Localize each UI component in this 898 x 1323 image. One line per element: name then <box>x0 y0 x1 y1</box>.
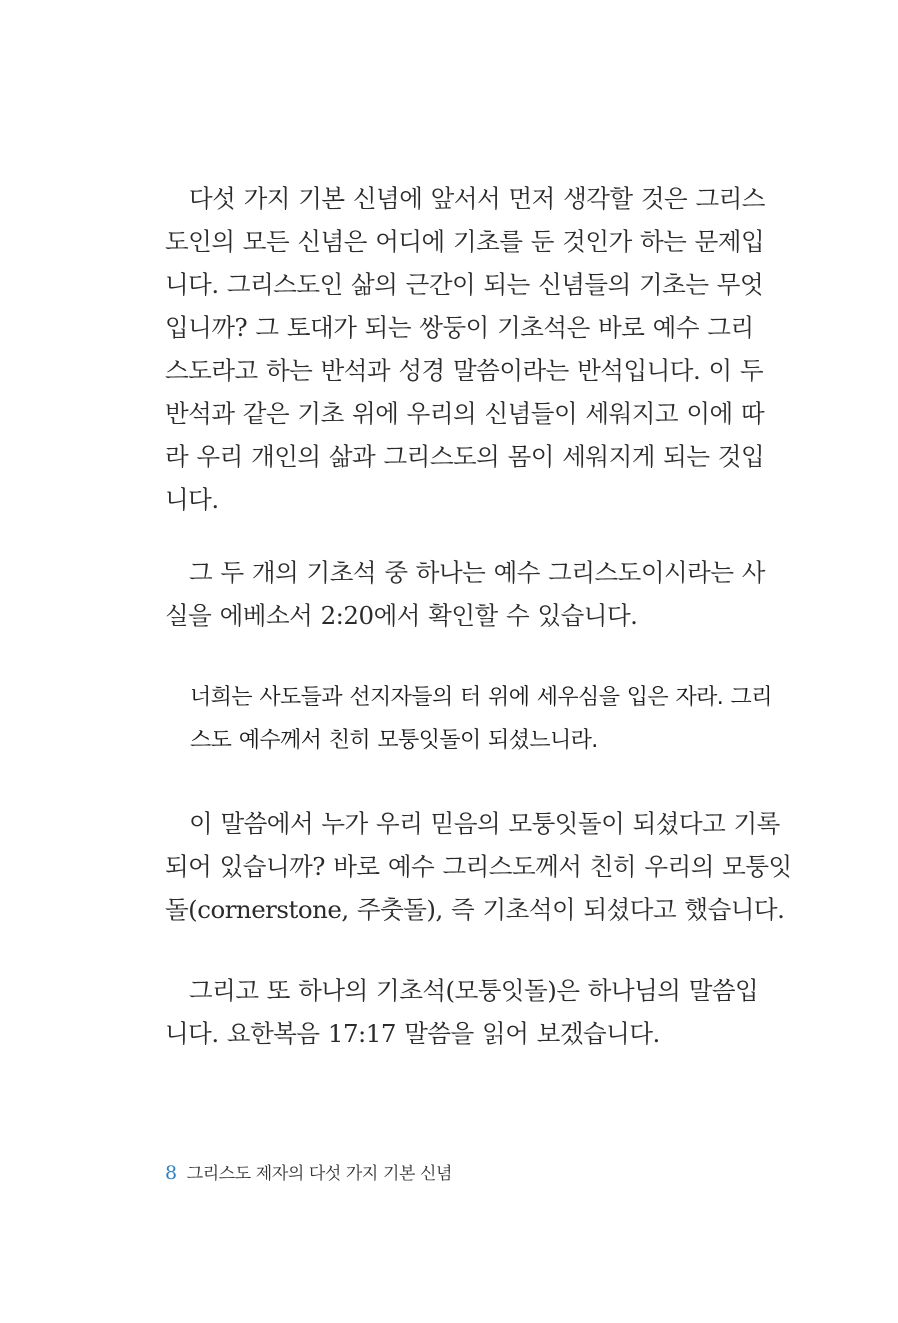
running-title: 그리스도 제자의 다섯 가지 기본 신념 <box>186 1164 453 1184</box>
paragraph-cornerstone-explanation <box>165 802 792 931</box>
text-line: 이 말씀에서 누가 우리 믿음의 모퉁잇돌이 되셨다고 기록 <box>189 809 780 838</box>
text-line: 라 우리 개인의 삶과 그리스도의 몸이 세워지게 되는 것입 <box>165 442 765 471</box>
text-line: 다섯 가지 기본 신념에 앞서서 먼저 생각할 것은 그리스 <box>189 184 765 213</box>
text-line: 입니까? 그 토대가 되는 쌍둥이 기초석은 바로 예수 그리 <box>165 313 754 342</box>
scripture-quote <box>190 676 772 762</box>
text-line: 반석과 같은 기초 위에 우리의 신념들이 세워지고 이에 따 <box>165 399 765 428</box>
quote-line: 너희는 사도들과 선지자들의 터 위에 세우심을 입은 자라. 그리 <box>190 685 772 710</box>
quote-line: 스도 예수께서 친히 모퉁잇돌이 되셨느니라. <box>190 728 598 753</box>
text-line: 니다. 그리스도인 삶의 근간이 되는 신념들의 기초는 무엇 <box>165 270 764 299</box>
text-line: 되어 있습니까? 바로 예수 그리스도께서 친히 우리의 모퉁잇 <box>165 852 792 881</box>
text-line: 돌(cornerstone, 주춧돌), 즉 기초석이 되셨다고 했습니다. <box>165 895 785 924</box>
text-line: 도인의 모든 신념은 어디에 기초를 둔 것인가 하는 문제입 <box>165 227 765 256</box>
text-line: 실을 에베소서 2:20에서 확인할 수 있습니다. <box>165 601 638 630</box>
text-line: 스도라고 하는 반석과 성경 말씀이라는 반석입니다. 이 두 <box>165 356 764 385</box>
text-line: 그 두 개의 기초석 중 하나는 예수 그리스도이시라는 사 <box>189 558 765 587</box>
text-line: 니다. <box>165 485 219 514</box>
text-line: 그리고 또 하나의 기초석(모퉁잇돌)은 하나님의 말씀입 <box>189 976 759 1005</box>
paragraph-intro <box>165 177 765 521</box>
text-line: 니다. 요한복음 17:17 말씀을 읽어 보겠습니다. <box>165 1019 660 1048</box>
page-number: 8 <box>165 1162 177 1184</box>
paragraph-second-cornerstone <box>165 969 759 1055</box>
page-footer <box>165 1161 452 1185</box>
paragraph-first-cornerstone <box>165 551 765 637</box>
